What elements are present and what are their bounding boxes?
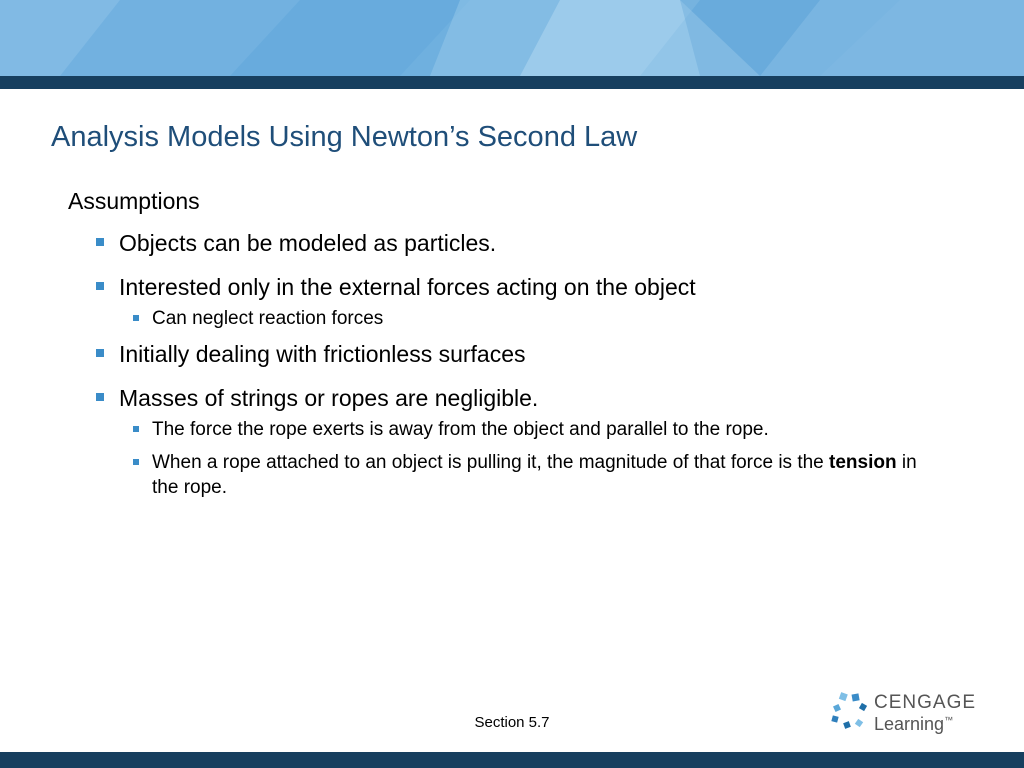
footer-bar: [0, 752, 1024, 768]
tension-term: tension: [829, 452, 897, 473]
sub-bullet-list: [129, 306, 948, 331]
logo-learning-word: Learning: [874, 714, 945, 734]
header-bar: [0, 76, 1024, 89]
trademark-symbol: ™: [944, 715, 954, 725]
sub-bullet-item: Can neglect reaction forces: [152, 306, 932, 331]
bullet-text: Initially dealing with frictionless surfaces: [119, 341, 526, 367]
sub-bullet-item: The force the rope exerts is away from the object and parallel to the rope.: [152, 417, 932, 442]
sub-bullet-list: [129, 417, 948, 500]
bullet-list: [68, 228, 948, 500]
section-heading: Assumptions: [68, 188, 200, 214]
bullet-item: [96, 339, 948, 369]
logo-text-cengage: CENGAGE: [874, 692, 977, 713]
banner-graphic: [0, 0, 1024, 76]
bullet-text: Masses of strings or ropes are negligible.: [119, 385, 539, 411]
bullet-item: [96, 272, 948, 331]
bullet-text: Interested only in the external forces acting on the object: [119, 274, 696, 300]
logo-text-learning: [874, 714, 953, 735]
cengage-logo-icon: [830, 690, 870, 734]
section-footer: Section 5.7: [474, 714, 550, 731]
bullet-text: Objects can be modeled as particles.: [119, 230, 497, 256]
tension-text-after: in the rope.: [152, 452, 917, 498]
cengage-logo: [830, 690, 980, 738]
sub-bullet-item: [152, 450, 932, 500]
tension-text-before: When a rope attached to an object is pulling it, the magnitude of that force is the: [152, 452, 830, 473]
slide-title: Analysis Models Using Newton’s Second Law: [51, 121, 638, 153]
bullet-item: [96, 383, 948, 500]
header-banner: [0, 0, 1024, 76]
slide-body: [68, 186, 948, 514]
bullet-item: [96, 228, 948, 258]
